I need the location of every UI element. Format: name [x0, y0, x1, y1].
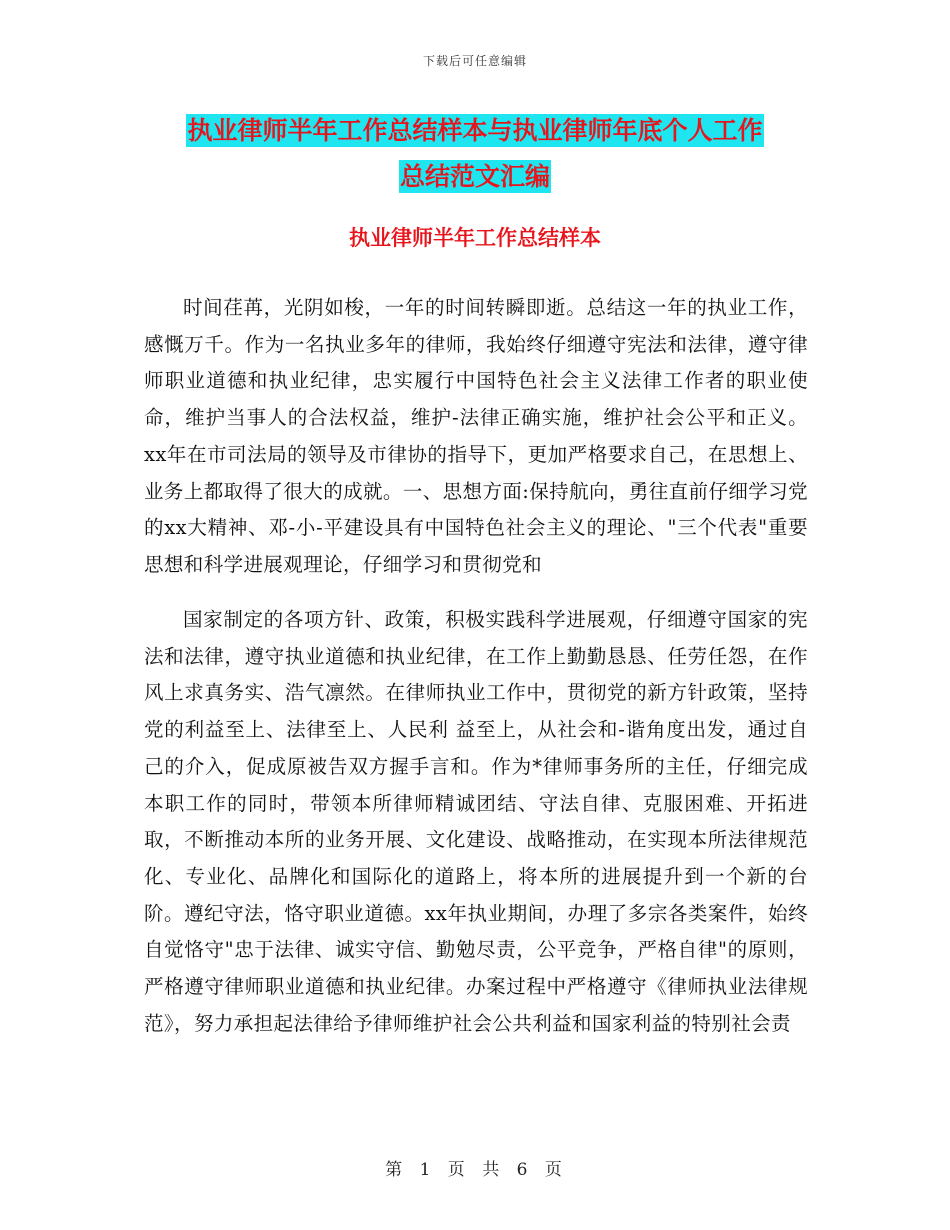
- header-note: 下载后可任意编辑: [422, 54, 527, 68]
- title-line-1: 执业律师半年工作总结样本与执业律师年底个人工作: [187, 116, 763, 145]
- document-title: [0, 108, 950, 200]
- body-paragraph: 时间荏苒，光阴如梭，一年的时间转瞬即逝。总结这一年的执业工作，感慨万千。作为一名执业多年的律师，我始终仔细遵守宪法和法律，遵守律师职业道德和执业纪律，忠实履行中国特色社会主义法律工作者的职业使命，维护当事人的合法权益，维护-法律正确实施，维护社会公平和正义。xx年在市司法局的领导及市律协的指导下，更加严格要求自己，在思想上、业务上都取得了很大的成就。一、思想方面:保持航向，勇往直前仔细学习党的xx大精神、邓-小-平建设具有中国特色社会主义的理论、"三个代表"重要思想和科学进展观理论，仔细学习和贯彻党和: [144, 296, 808, 576]
- body-paragraph-1-container: [144, 290, 808, 584]
- section-title: 执业律师半年工作总结样本: [349, 226, 601, 250]
- body-paragraph: 国家制定的各项方针、政策，积极实践科学进展观，仔细遵守国家的宪法和法律，遵守执业道德和执业纪律，在工作上勤勤恳恳、任劳任怨，在作风上求真务实、浩气凛然。在律师执业工作中，贯彻党的新方针政策，坚持党的利益至上、法律至上、人民利 益至上，从社会和-谐角度出发，通过自己的介入，促成原被告双方握手言和。作为*律师事务所的主任，仔细完成本职工作的同时，带领本所律师精诚团结、守法自律、克服困难、开拓进取，不断推动本所的业务开展、文化建设、战略推动，在实现本所法律规范化、专业化、品牌化和国际化的道路上，将本所的进展提升到一个新的台阶。遵纪守法，恪守职业道德。xx年执业期间，办理了多宗各类案件，始终自觉恪守"忠于法律、诚实守信、勤勉尽责，公平竞争，严格自律"的原则，严格遵守律师职业道德和执业纪律。办案过程中严格遵守《律师执业法律规范》，努力承担起法律给予律师维护社会公共利益和国家利益的特别社会责: [144, 608, 808, 1035]
- page-number: 第 1 页 共 6 页: [385, 1160, 565, 1180]
- title-line-2: 总结范文汇编: [399, 162, 550, 191]
- body-paragraph-2-container: [144, 602, 808, 1042]
